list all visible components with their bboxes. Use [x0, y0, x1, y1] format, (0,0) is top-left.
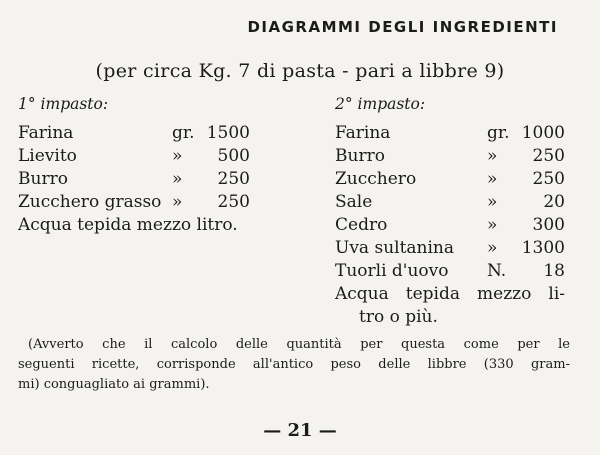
ingredient-row: [335, 214, 565, 237]
ingredient-row: [335, 237, 565, 260]
second-dough-water-note-line1: Acqua tepida mezzo li-: [335, 284, 565, 304]
ingredient-unit: gr.: [487, 123, 510, 143]
ingredient-unit: »: [487, 238, 498, 258]
ingredient-unit: »: [487, 215, 498, 235]
ingredient-row: [335, 168, 565, 191]
first-dough-ingredients: [18, 122, 250, 237]
ingredient-name: Farina: [335, 123, 391, 143]
ingredient-quantity: 250: [217, 169, 250, 189]
ingredient-name: Lievito: [18, 146, 77, 166]
ingredient-quantity: 250: [217, 192, 250, 212]
page-heading: DIAGRAMMI DEGLI INGREDIENTI: [247, 18, 558, 36]
ingredient-quantity: 20: [543, 192, 565, 212]
note-line: (Avverto che il calcolo delle quantità per questa come per le: [28, 337, 570, 352]
second-dough-water-note-line2: tro o più.: [359, 307, 438, 327]
ingredient-unit: »: [487, 169, 498, 189]
note-line: mi) conguagliato ai grammi).: [18, 377, 210, 392]
ingredient-quantity: 500: [217, 146, 250, 166]
first-dough-water-note: Acqua tepida mezzo litro.: [18, 215, 238, 235]
ingredient-row: [335, 260, 565, 283]
ingredient-quantity: 1300: [521, 238, 565, 258]
ingredient-name: Farina: [18, 123, 74, 143]
ingredient-row: [18, 122, 250, 145]
ingredient-name: Zucchero: [335, 169, 417, 189]
ingredient-name: Uva sultanina: [335, 238, 455, 258]
ingredient-quantity: 250: [532, 169, 565, 189]
recipe-subtitle: (per circa Kg. 7 di pasta - pari a libbre 9): [95, 60, 505, 82]
ingredient-unit: »: [487, 146, 498, 166]
ingredient-unit: »: [487, 192, 498, 212]
ingredient-quantity: 1500: [206, 123, 250, 143]
ingredient-row: [18, 191, 250, 214]
ingredient-quantity: 1000: [521, 123, 565, 143]
ingredient-name: Burro: [18, 169, 68, 189]
ingredient-name: Burro: [335, 146, 385, 166]
page-number: — 21 —: [263, 420, 337, 441]
ingredient-name: Cedro: [335, 215, 388, 235]
ingredient-unit: gr.: [172, 123, 195, 143]
ingredient-row: [335, 191, 565, 214]
ingredient-unit: N.: [487, 261, 507, 281]
ingredient-quantity: 18: [543, 261, 565, 281]
ingredient-unit: »: [172, 192, 183, 212]
ingredient-row: [18, 168, 250, 191]
ingredient-unit: »: [172, 169, 183, 189]
ingredient-quantity: 300: [532, 215, 565, 235]
ingredient-row: [335, 145, 565, 168]
ingredient-name: Tuorli d'uovo: [335, 261, 449, 281]
ingredient-name: Zucchero grasso: [18, 192, 162, 212]
ingredient-name: Sale: [335, 192, 373, 212]
measurement-note: [18, 335, 570, 395]
ingredient-quantity: 250: [532, 146, 565, 166]
note-line: seguenti ricette, corrisponde all'antico peso delle libbre (330 gram-: [18, 357, 570, 372]
second-dough-ingredients: [335, 122, 565, 329]
ingredient-row: [18, 145, 250, 168]
ingredient-row: [335, 122, 565, 145]
second-dough-title: 2° impasto:: [335, 95, 426, 113]
first-dough-title: 1° impasto:: [18, 95, 109, 113]
ingredient-unit: »: [172, 146, 183, 166]
